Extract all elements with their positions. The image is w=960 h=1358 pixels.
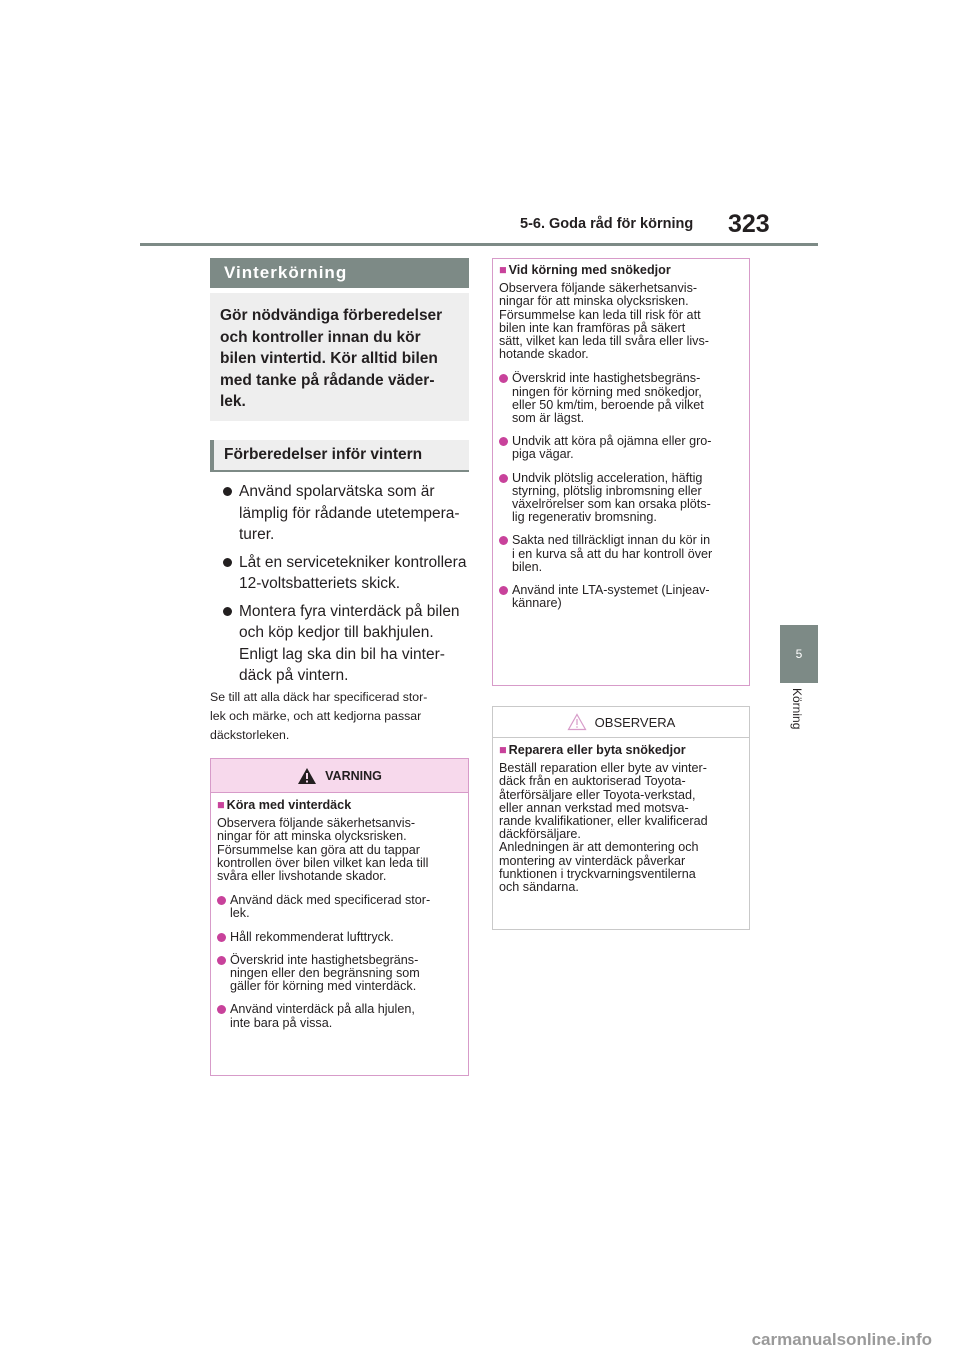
intro-line: bilen vintertid. Kör alltid bilen <box>220 350 438 367</box>
bullet-line: lämplig för rådande utetempera- <box>239 504 460 522</box>
notice-heading: ■ Reparera eller byta snökedjor <box>499 743 686 757</box>
para-line: Anledningen är att demontering och <box>499 840 699 855</box>
para-line: däckförsäljare. <box>499 827 581 842</box>
caution-icon <box>567 713 587 731</box>
bullet-line: Låt en servicetekniker kontrollera <box>239 553 467 571</box>
sub-heading: Förberedelser inför vintern <box>210 440 469 472</box>
section-title: 5-6. Goda råd för körning <box>520 216 694 232</box>
warning-box <box>210 758 469 1076</box>
warning-label: VARNING <box>325 768 382 783</box>
item-line: som är lägst. <box>512 411 585 426</box>
bullet-list <box>210 481 472 693</box>
item-line: Undvik att köra på ojämna eller gro- <box>512 434 712 449</box>
item-line: Håll rekommenderat lufttryck. <box>230 929 394 944</box>
list-item <box>499 435 743 461</box>
para-line: sätt, vilket kan leda till svåra eller livs- <box>499 334 709 349</box>
item-line: styrning, plötslig inbromsning eller <box>512 483 702 498</box>
intro-line: och kontroller innan du kör <box>220 328 421 346</box>
header-rule <box>140 243 818 246</box>
bullet-line: däck på vintern. <box>239 667 349 684</box>
item-line: Använd vinterdäck på alla hjulen, <box>230 1002 415 1017</box>
note-text <box>210 688 472 745</box>
item-line: lek. <box>230 906 250 921</box>
item-line: piga vägar. <box>512 447 574 462</box>
warning-header <box>211 759 468 793</box>
list-item <box>210 481 472 546</box>
note-line: Se till att alla däck har specificerad stor- <box>210 690 428 704</box>
para-line: rande kvalifikationer, eller kvalificerad <box>499 814 708 829</box>
intro-box <box>210 293 469 421</box>
para-line: Beställ reparation eller byte av vinter- <box>499 761 707 776</box>
item-line: i en kurva så att du har kontroll över <box>512 546 713 561</box>
item-line: ningen för körning med snökedjor, <box>512 384 702 399</box>
item-line: växelrörelser som kan orsaka plöts- <box>512 497 711 512</box>
bullet-line: Montera fyra vinterdäck på bilen <box>239 602 460 620</box>
chains-paragraph <box>499 282 743 361</box>
intro-line: med tanke på rådande väder- <box>220 371 435 389</box>
list-item <box>499 584 743 610</box>
page-heading: Vinterkörning <box>210 258 469 288</box>
bullet-line: Enligt lag ska din bil ha vinter- <box>239 645 445 663</box>
page-number: 323 <box>728 210 770 238</box>
list-item <box>217 894 462 920</box>
bullet-line: 12-voltsbatteriets skick. <box>239 575 401 592</box>
chains-heading: ■ Vid körning med snökedjor <box>499 263 671 277</box>
para-line: återförsäljare eller Toyota-verkstad, <box>499 787 696 802</box>
para-line: däck från en auktoriserad Toyota- <box>499 774 686 789</box>
list-item <box>217 1003 462 1029</box>
item-line: Undvik plötslig acceleration, häftig <box>512 470 703 485</box>
warning-paragraph <box>217 817 462 883</box>
item-line: Överskrid inte hastighetsbegräns- <box>230 952 419 967</box>
para-line: ningar för att minska olycksrisken. <box>217 829 407 844</box>
item-line: Använd inte LTA-systemet (Linjeav- <box>512 583 710 598</box>
para-line: och sändarna. <box>499 880 579 895</box>
item-line: ningen eller den begränsning som <box>230 966 420 981</box>
item-line: Överskrid inte hastighetsbegräns- <box>512 371 701 386</box>
para-line: kontrollen över bilen vilket kan leda till <box>217 855 429 870</box>
notice-label: OBSERVERA <box>594 714 676 730</box>
notice-box <box>492 706 750 930</box>
para-line: Observera följande säkerhetsanvis- <box>499 281 698 296</box>
chapter-tab[interactable]: 5 <box>780 625 818 683</box>
chains-heading-text: Vid körning med snökedjor <box>508 263 671 277</box>
bullet-line: och köp kedjor till bakhjulen. <box>239 624 434 641</box>
para-line: eller annan verkstad med motsva- <box>499 800 689 815</box>
para-line: ningar för att minska olycksrisken. <box>499 294 689 309</box>
note-line: lek och märke, och att kedjorna passar <box>210 709 422 723</box>
warning-heading-text: Köra med vinterdäck <box>226 798 352 812</box>
para-line: Försummelse kan göra att du tappar <box>217 842 421 857</box>
list-item <box>217 954 462 994</box>
list-item <box>217 931 462 944</box>
note-line: däckstorleken. <box>210 728 290 742</box>
para-line: hotande skador. <box>499 347 589 362</box>
list-item <box>499 534 743 574</box>
para-line: Försummelse kan leda till risk för att <box>499 307 701 322</box>
para-line: svåra eller livshotande skador. <box>217 869 387 884</box>
watermark: carmanualsonline.info <box>751 1330 932 1349</box>
item-line: inte bara på vissa. <box>230 1015 333 1030</box>
notice-heading-text: Reparera eller byta snökedjor <box>508 743 686 757</box>
notice-header <box>493 707 749 738</box>
bullet-line: Använd spolarvätska som är <box>239 483 435 500</box>
para-line: funktionen i tryckvarningsventilerna <box>499 866 696 881</box>
notice-paragraph <box>499 762 743 894</box>
item-line: Använd däck med specificerad stor- <box>230 893 431 908</box>
warning-heading: ■ Köra med vinterdäck <box>217 798 352 812</box>
intro-line: Gör nödvändiga förberedelser <box>220 307 443 324</box>
list-item <box>210 552 472 595</box>
bullet-line: turer. <box>239 526 275 543</box>
list-item <box>499 472 743 525</box>
item-line: eller 50 km/tim, beroende på vilket <box>512 397 704 412</box>
warning-icon <box>297 767 317 785</box>
chapter-tab-label: Körning <box>790 688 804 730</box>
list-item <box>210 601 472 687</box>
para-line: Observera följande säkerhetsanvis- <box>217 816 416 831</box>
para-line: bilen inte kan framföras på säkert <box>499 320 686 335</box>
item-line: Sakta ned tillräckligt innan du kör in <box>512 533 711 548</box>
snow-chains-box <box>492 258 750 686</box>
item-line: bilen. <box>512 559 543 574</box>
item-line: kännare) <box>512 596 562 611</box>
item-line: gäller för körning med vinterdäck. <box>230 979 417 994</box>
para-line: montering av vinterdäck påverkar <box>499 853 686 868</box>
list-item <box>499 372 743 425</box>
item-line: lig regenerativ bromsning. <box>512 510 657 525</box>
intro-line: lek. <box>220 393 246 410</box>
